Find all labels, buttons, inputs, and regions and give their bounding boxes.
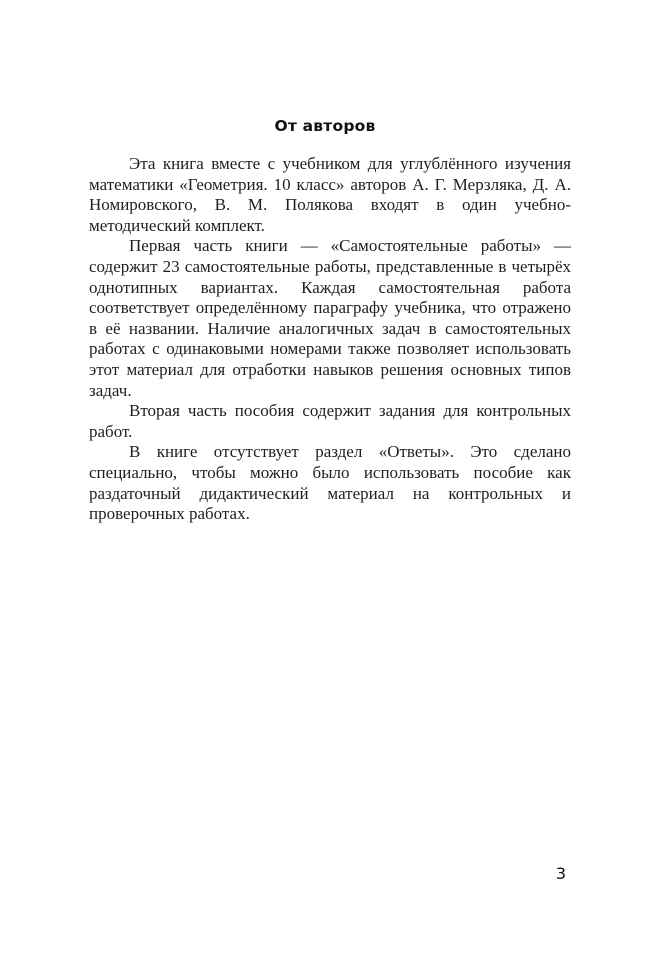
paragraph-3: Вторая часть пособия содержит задания для контрольных работ. [89,401,571,441]
paragraph-2: Первая часть книги — «Самостоятельные работы» — содержит 23 самостоятельные работы, представленные в четырёх однотипных вариантах. Каждая самостоятельная работа соответствует определённому параграфу учебника, что отражено в её названии. Наличие аналогичных задач в самостоятельных работах с одинаковыми номерами также позволяет использовать этот материал для отработки навыков решения основных типов задач. [89,236,571,400]
section-heading: От авторов [274,117,376,135]
page-number: 3 [555,864,567,883]
paragraph-1: Эта книга вместе с учебником для углублённого изучения математики «Геометрия. 10 класс» авторов А. Г. Мерзляка, Д. А. Номировского, В. М. Полякова входят в один учебно-методический комплект. [89,154,571,235]
paragraph-4: В книге отсутствует раздел «Ответы». Это сделано специально, чтобы можно было использовать пособие как раздаточный дидактический материал на контрольных и проверочных работах. [89,442,571,524]
preface-text [89,154,571,525]
